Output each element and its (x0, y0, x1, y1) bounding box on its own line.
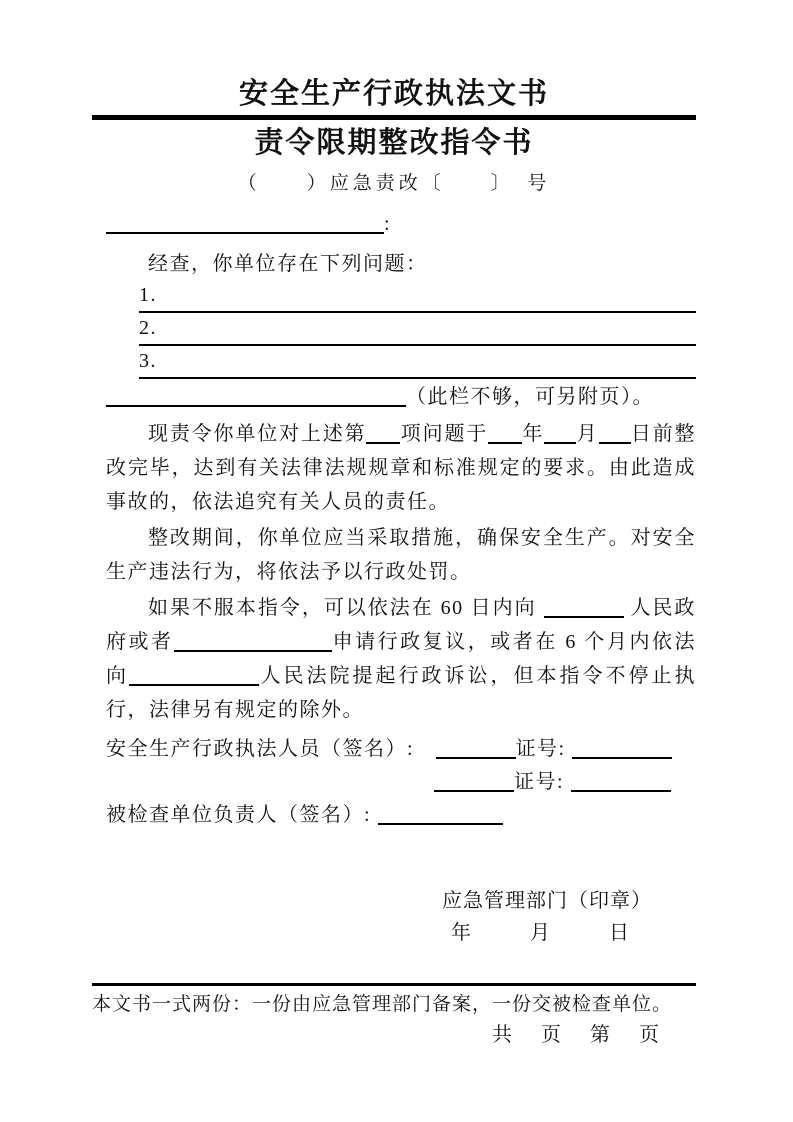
blank-field[interactable] (436, 739, 516, 759)
attachment-note-line (106, 379, 696, 415)
blank-field[interactable] (572, 739, 672, 759)
text-run: （此栏不够，可另附页）。 (406, 386, 654, 408)
form-title: 责令限期整改指令书 (254, 127, 534, 159)
text-run: 日前整改完毕，达到有关法律法规规章和标准规定的要求。由此造成事故的，依法追究有关人员的责任。 (106, 423, 697, 513)
finding-item-line[interactable] (139, 280, 696, 313)
text-run: 安全生产行政执法人员（签名）: (106, 738, 436, 760)
date-day-label: 日 (609, 922, 630, 944)
recipient-line (106, 208, 696, 240)
issuing-authority-block (106, 886, 696, 948)
text-run: 整改期间，你单位应当采取措施，确保安全生产。对安全生产违法行为，将依法予以行政处罚。 (106, 527, 696, 583)
text-run: 证号: (514, 771, 571, 793)
order-paragraph (106, 417, 696, 519)
text-run: 被检查单位负责人（签名）: (106, 804, 378, 826)
blank-field[interactable] (174, 632, 332, 652)
finding-item-line[interactable] (139, 313, 696, 346)
item-number: 2. (139, 317, 157, 339)
text-run: 项问题于 (400, 423, 489, 445)
text-run: 证号: (515, 738, 573, 760)
enforcer-signature-row (106, 733, 696, 766)
page-footer (92, 983, 696, 1049)
pagination-total-label: 共 (492, 1024, 513, 1046)
finding-item-1 (139, 280, 696, 313)
issuing-authority-label: 应急管理部门（印章） (442, 890, 652, 912)
text-run: 现责令你单位对上述第 (148, 423, 367, 445)
distribution-note: 本文书一式两份：一份由应急管理部门备案，一份交被检查单位。 (92, 994, 673, 1015)
inspected-signature-row (106, 799, 696, 832)
enforcer-signature-row-2 (106, 766, 696, 799)
text-run: 申请行政复议，或者在 6 个月内依法向 (106, 631, 697, 687)
rectify-paragraph (106, 521, 696, 589)
pagination-pages-label: 页 (541, 1024, 562, 1046)
finding-item-2 (139, 313, 696, 346)
blank-field[interactable] (106, 214, 384, 234)
pagination-current-label: 第 (590, 1024, 611, 1046)
date-year-label: 年 (451, 922, 472, 944)
findings-intro: 经查，你单位存在下列问题： (148, 253, 428, 275)
item-number: 1. (139, 284, 157, 306)
text-run: : (384, 213, 392, 235)
blank-field[interactable] (129, 666, 259, 686)
blank-field[interactable] (434, 772, 514, 792)
signatures-block (106, 733, 696, 832)
pagination (92, 1021, 696, 1049)
item-number: 3. (139, 350, 157, 372)
blank-field[interactable] (571, 772, 671, 792)
document-number-line: （ ）应急责改〔 〕 号 (237, 173, 551, 194)
appeal-paragraph (106, 591, 696, 727)
finding-item-line[interactable] (139, 346, 696, 379)
text-run: 人民政府或者 (106, 597, 697, 653)
blank-field[interactable] (544, 424, 576, 444)
text-run: 年 (522, 423, 545, 445)
text-run: 如果不服本指令，可以依法在 60 日内向 (148, 597, 544, 619)
blank-field[interactable] (378, 805, 503, 825)
text-run: 人民法院提起行政诉讼，但本指令不停止执行，法律另有规定的除外。 (106, 665, 696, 721)
blank-field[interactable] (106, 387, 406, 407)
text-run: 月 (576, 423, 599, 445)
date-month-label: 月 (530, 922, 551, 944)
blank-field[interactable] (488, 424, 522, 444)
document-category-title: 安全生产行政执法文书 (238, 78, 549, 110)
finding-item-3 (139, 346, 696, 379)
blank-field[interactable] (366, 424, 400, 444)
blank-field[interactable] (599, 424, 631, 444)
header-double-rule (92, 115, 696, 120)
blank-field[interactable] (544, 598, 624, 618)
document-body (92, 208, 696, 948)
pagination-page-label: 页 (639, 1024, 660, 1046)
issue-date-line (451, 918, 630, 948)
